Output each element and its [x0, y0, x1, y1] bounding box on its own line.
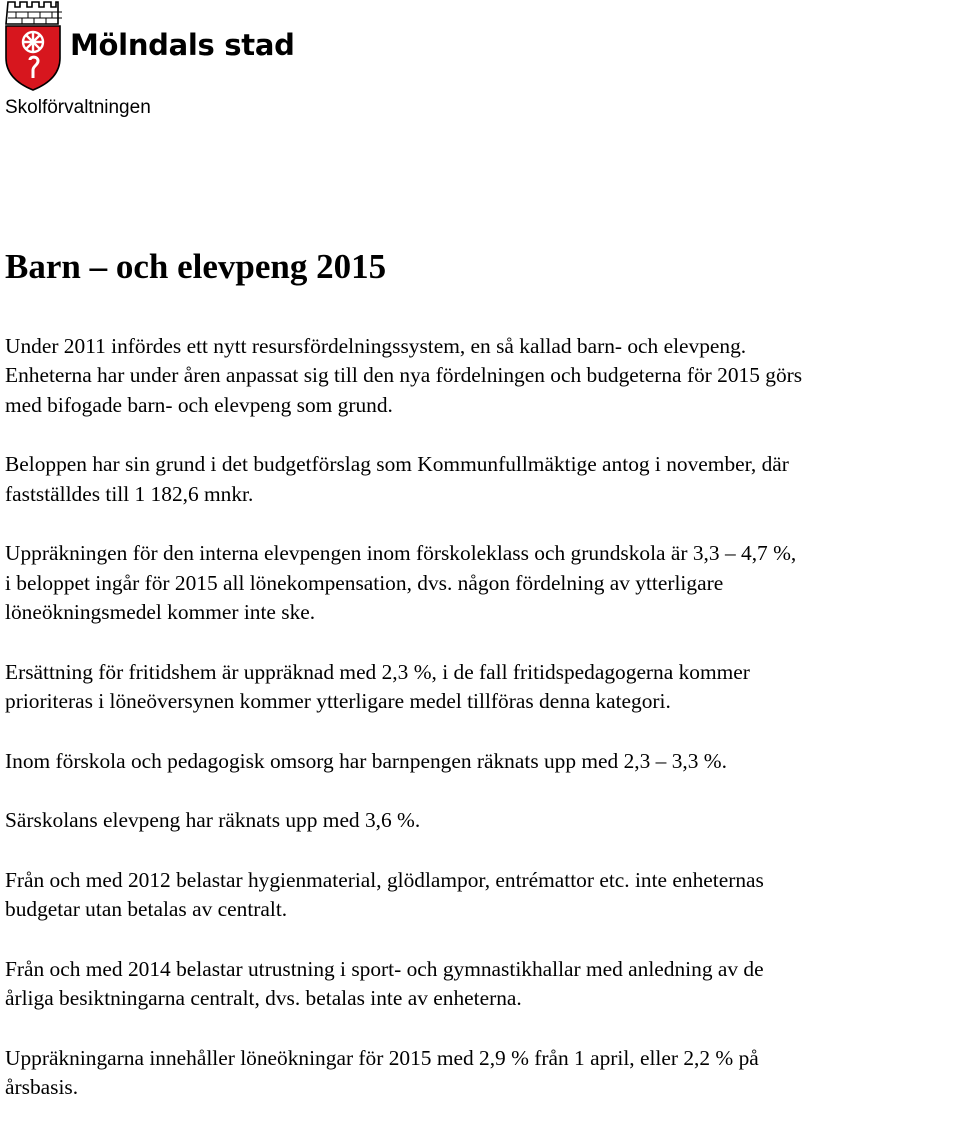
- logo: [4, 0, 62, 95]
- paragraph-school-increase: Uppräkningen för den interna elevpengen inom förskoleklass och grundskola är 3,3 – 4,7 %, i beloppet ingår för 2015 all lönekompensation, dvs. någon fördelning av ytterligare löneökningsmedel kommer inte ske.: [5, 541, 797, 624]
- document-body: [5, 248, 960, 1133]
- department-name: Skolförvaltningen: [5, 97, 151, 118]
- paragraph-preschool: Inom förskola och pedagogisk omsorg har barnpengen räknats upp med 2,3 – 3,3 %.: [5, 748, 727, 773]
- paragraph-intro: Under 2011 infördes ett nytt resursfördelningssystem, en så kallad barn- och elevpeng. Enheterna har under åren anpassat sig till den nya fördelningen och budgeterna för 2015 görs med bifogade barn- och elevpeng som grund.: [5, 333, 803, 417]
- paragraph-salary-increase: Uppräkningarna innehåller löneökningar för 2015 med 2,9 % från 1 april, eller 2,2 % på årsbasis.: [5, 1045, 759, 1099]
- paragraph-budget: Beloppen har sin grund i det budgetförslag som Kommunfullmäktige antog i november, där fastställdes till 1 182,6 mnkr.: [5, 452, 789, 506]
- document-title: Barn – och elevpeng 2015: [5, 247, 387, 286]
- coat-of-arms-icon: [4, 0, 62, 92]
- paragraph-2012-costs: Från och med 2012 belastar hygienmaterial, glödlampor, entrémattor etc. inte enheternas budgetar utan betalas av centralt.: [5, 867, 764, 921]
- paragraph-special-school: Särskolans elevpeng har räknats upp med 3,6 %.: [5, 808, 421, 832]
- paragraph-2014-costs: Från och med 2014 belastar utrustning i sport- och gymnastikhallar med anledning av de årliga besiktningarna centralt, dvs. betalas inte av enheterna.: [5, 956, 764, 1010]
- paragraph-afterschool: Ersättning för fritidshem är uppräknad med 2,3 %, i de fall fritidspedagogerna kommer prioriteras i löneöversynen kommer ytterligare medel tillföras denna kategori.: [5, 659, 750, 713]
- organization-name: Mölndals stad: [70, 28, 295, 62]
- letterhead: [4, 0, 404, 125]
